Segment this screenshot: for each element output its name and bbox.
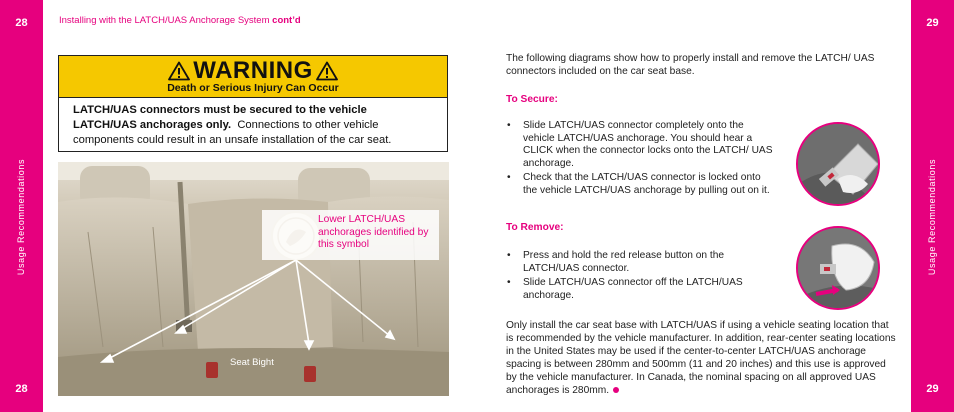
warning-body-text: Connections to other vehicle components could result in an unsafe installation of the car seat. [73,119,392,146]
bullet-dot: • [507,250,511,261]
right-page-side-bar [911,0,954,412]
remove-step-text: Press and hold the red release button on the LATCH/UAS connector. [523,250,725,274]
secure-step-text: Slide LATCH/UAS connector completely onto the vehicle LATCH/UAS anchorage. You should hear a CLICK when the connector locks onto the LATCH/ UAS anchorage. [523,120,773,169]
photo-callout-text: Lower LATCH/UAS anchorages identified by this symbol [318,214,429,250]
remove-heading: To Remove: [506,222,564,233]
closing-text: Only install the car seat base with LATCH/UAS if using a vehicle seating location that is recommended by the vehicle manufacturer. In addition, rear-center seating locations in the United States may be used if the center-to-center LATCH/UAS anchorage spacing is between 280mm and 500mm (11 and 20 inches) and this use is approved by the vehicle manufacturer. In Canada, the nominal spacing on all approved UAS anchorages is 280mm. [506,320,896,396]
warning-header [59,56,447,98]
bullet-dot: • [507,172,511,184]
running-header-bold: cont’d [272,15,301,26]
warning-box [58,55,448,152]
running-header-text: Installing with the LATCH/UAS Anchorage System [59,15,270,26]
closing-paragraph [506,320,898,397]
end-mark-icon [613,387,619,393]
warning-body-bold: LATCH/UAS connectors must be secured to the vehicle LATCH/UAS anchorages only. [73,104,367,131]
running-header [59,15,301,26]
secure-step [506,120,774,170]
warning-title: WARNING [193,56,313,84]
warning-title-row [59,56,447,82]
secure-diagram-image [796,122,880,206]
left-page-side-bar [0,0,43,412]
intro-paragraph: The following diagrams show how to properly install and remove the LATCH/ UAS connectors included on the car seat base. [506,53,875,78]
right-page-number-bottom: 29 [926,383,939,395]
warning-body [59,98,447,148]
left-page-number-bottom: 28 [15,383,28,395]
right-page-number-top: 29 [926,17,939,29]
right-side-label: Usage Recommendations [927,158,937,276]
remove-step [506,277,774,302]
left-page-number-top: 28 [15,17,28,29]
secure-steps-list [506,120,774,200]
warning-subtitle: Death or Serious Injury Can Occur [167,82,339,94]
left-side-label: Usage Recommendations [16,158,26,276]
secure-step [506,172,774,197]
secure-heading: To Secure: [506,94,558,105]
remove-step-text: Slide LATCH/UAS connector off the LATCH/UAS anchorage. [523,277,743,301]
remove-diagram-image [796,226,880,310]
bullet-dot: • [507,277,511,289]
remove-steps-list [506,250,774,304]
secure-step-text: Check that the LATCH/UAS connector is locked onto the vehicle LATCH/UAS anchorage by pulling out on it. [523,172,770,196]
warning-triangle-icon [168,61,190,81]
seat-bight-label: Seat Bight [230,357,274,368]
bullet-dot: • [507,120,511,131]
remove-step [506,250,774,275]
warning-triangle-icon [316,61,338,81]
